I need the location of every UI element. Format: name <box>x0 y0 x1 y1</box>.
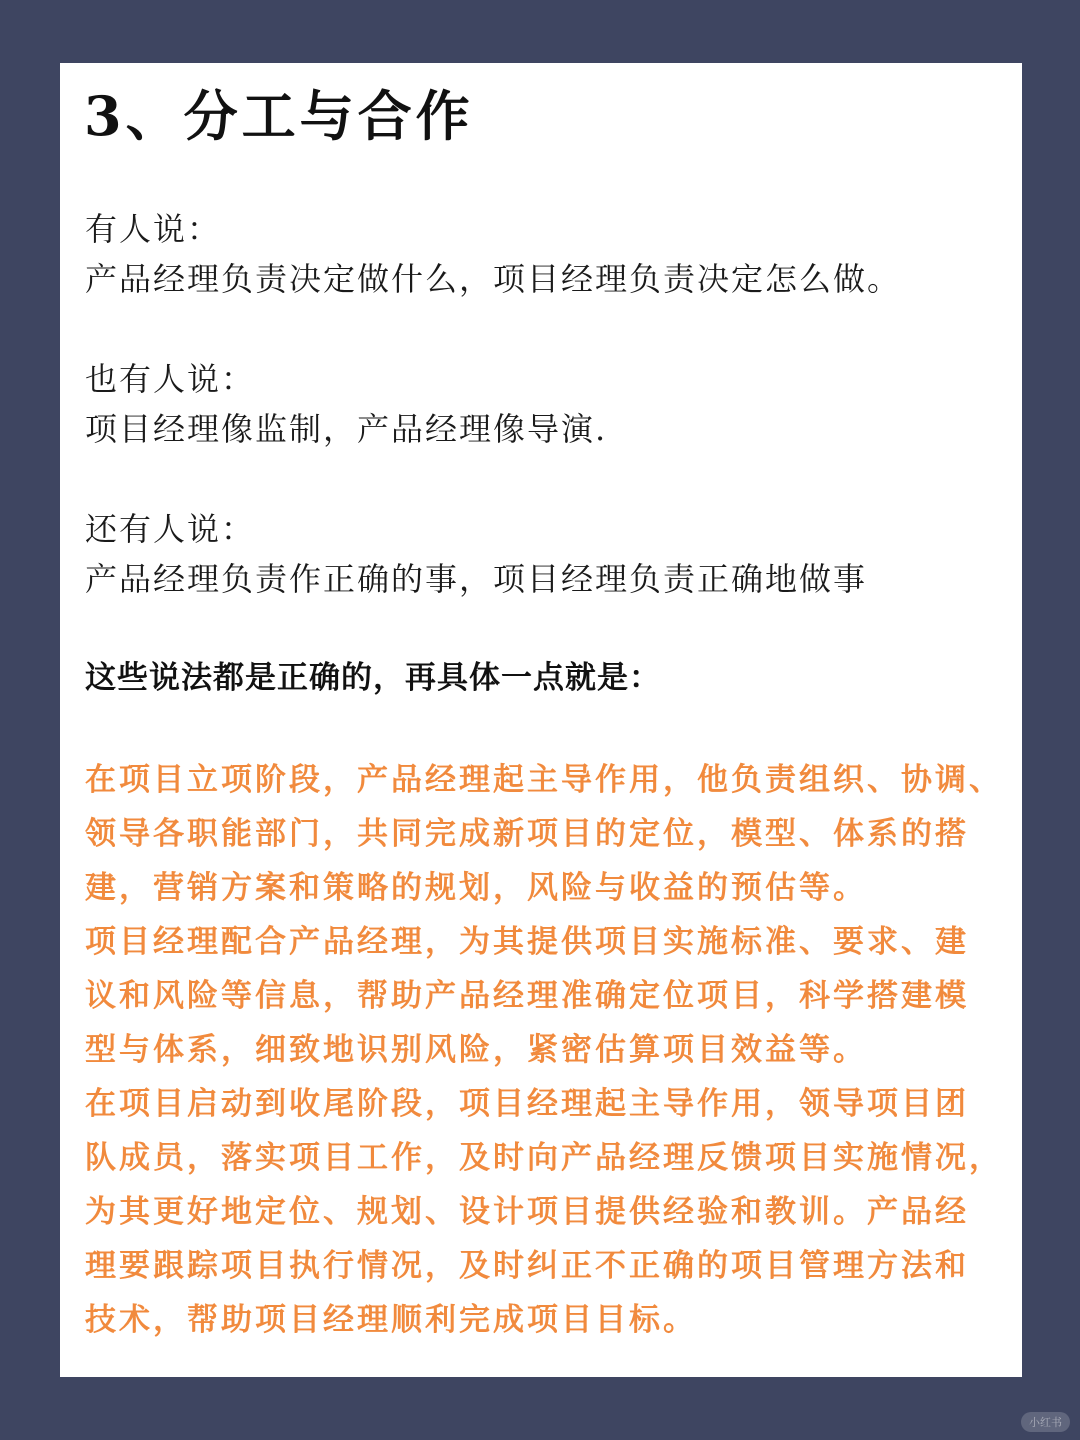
highlight-line: 项目经理配合产品经理，为其提供项目实施标准、要求、建 <box>85 924 969 960</box>
lead-sentence: 这些说法都是正确的，再具体一点就是： <box>85 660 661 696</box>
highlight-line: 领导各职能部门，共同完成新项目的定位，模型、体系的搭 <box>85 816 969 852</box>
quote-intro: 也有人说： <box>85 360 256 398</box>
watermark-logo: 小红书 <box>1021 1412 1070 1432</box>
page-title: 3、分工与合作 <box>84 84 474 148</box>
highlight-line: 队成员，落实项目工作，及时向产品经理反馈项目实施情况， <box>85 1140 1003 1176</box>
highlight-line: 为其更好地定位、规划、设计项目提供经验和教训。产品经 <box>85 1194 969 1230</box>
content-card <box>60 63 1022 1377</box>
highlight-line: 建，营销方案和策略的规划，风险与收益的预估等。 <box>85 870 867 906</box>
quote-text: 产品经理负责作正确的事，项目经理负责正确地做事 <box>85 560 868 598</box>
quote-paragraph-2 <box>85 354 607 454</box>
highlight-line: 议和风险等信息，帮助产品经理准确定位项目，科学搭建模 <box>85 978 969 1014</box>
quote-paragraph-1 <box>85 204 901 304</box>
quote-paragraph-3 <box>85 504 867 604</box>
quote-text: 项目经理像监制，产品经理像导演. <box>85 410 608 448</box>
quote-intro: 有人说： <box>85 210 222 248</box>
highlight-line: 理要跟踪项目执行情况，及时纠正不正确的项目管理方法和 <box>85 1248 969 1284</box>
highlight-line: 在项目启动到收尾阶段，项目经理起主导作用，领导项目团 <box>85 1086 969 1122</box>
quote-text: 产品经理负责决定做什么，项目经理负责决定怎么做。 <box>85 260 902 298</box>
highlight-line: 型与体系，细致地识别风险，紧密估算项目效益等。 <box>85 1032 867 1068</box>
quote-intro: 还有人说： <box>85 510 256 548</box>
highlight-line: 技术，帮助项目经理顺利完成项目目标。 <box>85 1302 697 1338</box>
highlight-block <box>85 753 1010 1347</box>
highlight-line: 在项目立项阶段，产品经理起主导作用，他负责组织、协调、 <box>85 762 1003 798</box>
